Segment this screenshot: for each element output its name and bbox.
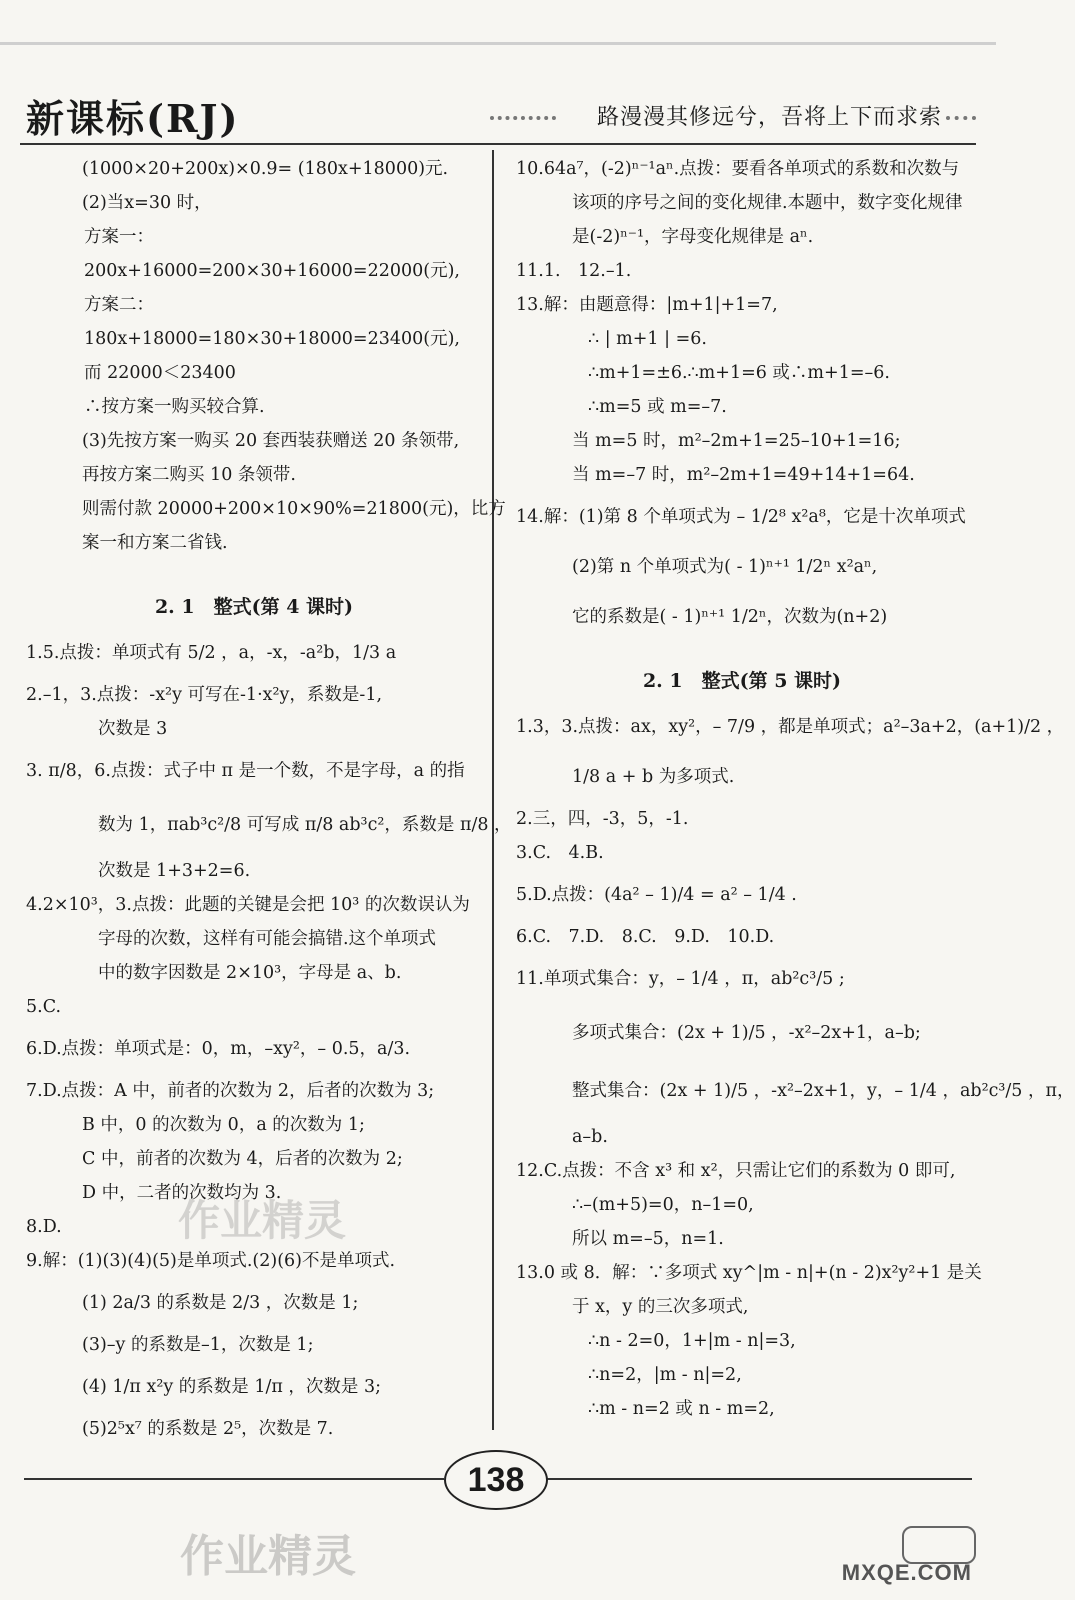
answer-line: (4) 1/π x²y 的系数是 1/π ，次数是 3; (82, 1377, 382, 1397)
answer-line: (3)–y 的系数是–1，次数是 1; (82, 1335, 314, 1355)
answer-line: D 中，二者的次数均为 3. (82, 1183, 282, 1203)
page-header (20, 88, 976, 140)
answer-line: 中的数字因数是 2×10³，字母是 a、b. (98, 963, 402, 983)
answer-line: 案一和方案二省钱. (82, 533, 228, 553)
answer-line: 3.C. 4.B. (516, 843, 604, 863)
header-dotted-tail (946, 116, 976, 120)
answer-line: B 中，0 的次数为 0，a 的次数为 1; (82, 1115, 365, 1135)
answer-line: ∴m+1=±6.∴m+1=6 或∴m+1=–6. (588, 363, 890, 383)
answer-line: 10.64a⁷，(-2)ⁿ⁻¹aⁿ.点拨：要看各单项式的系数和次数与 (516, 159, 960, 179)
answer-line: 整式集合：(2x + 1)/5 ，-x²–2x+1，y，– 1/4 ，ab²c³/5 ，π， (572, 1081, 1075, 1101)
answer-line: 5.C. (26, 997, 62, 1017)
answer-line: C 中，前者的次数为 4，后者的次数为 2; (82, 1149, 403, 1169)
answer-line: (1) 2a/3 的系数是 2/3 ，次数是 1; (82, 1293, 359, 1313)
answer-line: 5.D.点拨：(4a² – 1)/4 = a² – 1/4 . (516, 885, 797, 905)
answer-line: 当 m=–7 时，m²–2m+1=49+14+1=64. (572, 465, 915, 485)
answer-line: a–b. (572, 1127, 608, 1147)
answer-line: ∴ | m+1 | =6. (588, 329, 707, 349)
answer-line: 1.5.点拨：单项式有 5/2 ，a，-x，-a²b，1/3 a (26, 643, 397, 663)
watermark-bottom: 作业精灵 (180, 1531, 356, 1582)
answer-line: 则需付款 20000+200×10×90%=21800(元)，比方 (82, 499, 506, 519)
answer-line: 11.单项式集合：y，– 1/4 ，π，ab²c³/5 ; (516, 969, 845, 989)
header-motto: 路漫漫其修远兮，吾将上下而求索 (596, 105, 942, 130)
book-title: 新课标(RJ) (26, 96, 240, 141)
answer-line: 6.C. 7.D. 8.C. 9.D. 10.D. (516, 927, 775, 947)
answer-line: 7.D.点拨：A 中，前者的次数为 2，后者的次数为 3; (26, 1081, 435, 1101)
footer-rule-right (544, 1478, 972, 1480)
answer-line: (3)先按方案一购买 20 套西装获赠送 20 条领带, (82, 431, 460, 451)
answer-line: 9.解：(1)(3)(4)(5)是单项式.(2)(6)不是单项式. (26, 1251, 396, 1271)
answer-line: (2)当x=30 时， (82, 193, 212, 213)
top-rule (0, 42, 996, 45)
answer-line: (2)第 n 个单项式为( - 1)ⁿ⁺¹ 1/2ⁿ x²aⁿ, (572, 557, 878, 577)
header-dotted-rule (490, 116, 556, 120)
logo-icon (902, 1526, 976, 1564)
answer-line: ∴m - n=2 或 n - m=2, (588, 1399, 775, 1419)
answer-line: 11.1. 12.–1. (516, 261, 632, 281)
answer-line: ∴按方案一购买较合算. (84, 397, 265, 417)
answer-line: 方案一： (84, 227, 154, 247)
answer-line: 6.D.点拨：单项式是：0，m，–xy²，– 0.5，a/3. (26, 1039, 411, 1059)
answer-line: 12.C.点拨：不含 x³ 和 x²，只需让它们的系数为 0 即可, (516, 1161, 956, 1181)
answer-line: 于 x，y 的三次多项式, (572, 1297, 749, 1317)
column-divider (492, 150, 494, 1430)
section-title: 2. 1 整式(第 5 课时) (642, 670, 842, 692)
answer-line: 13.0 或 8．解：∵多项式 xy^|m - n|+(n - 2)x²y²+1 是关 (516, 1263, 982, 1283)
answer-line: 字母的次数，这样有可能会搞错.这个单项式 (98, 929, 437, 949)
answer-line: 2.三，四，-3，5，-1. (516, 809, 689, 829)
answer-line: 数为 1，πab³c²/8 可写成 π/8 ab³c²，系数是 π/8 ， (98, 815, 512, 835)
answer-line: 4.2×10³，3.点拨：此题的关键是会把 10³ 的次数误认为 (26, 895, 470, 915)
answer-line: 它的系数是( - 1)ⁿ⁺¹ 1/2ⁿ，次数为(n+2) (572, 607, 888, 627)
answer-line: 8.D. (26, 1217, 62, 1237)
answer-line: 再按方案二购买 10 条领带. (82, 465, 296, 485)
answer-line: 方案二： (84, 295, 154, 315)
header-rule (20, 143, 976, 145)
answer-line: ∴n=2，|m - n|=2, (588, 1365, 742, 1385)
answer-line: 180x+18000=180×30+18000=23400(元), (84, 329, 460, 349)
answer-line: (5)2⁵x⁷ 的系数是 2⁵，次数是 7. (82, 1419, 334, 1439)
answer-line: 所以 m=–5，n=1. (572, 1229, 724, 1249)
answer-line: 而 22000＜23400 (84, 363, 236, 383)
answer-line: 多项式集合：(2x + 1)/5 ，-x²–2x+1，a–b; (572, 1023, 921, 1043)
right-column (516, 152, 1075, 1426)
footer-rule-left (24, 1478, 444, 1480)
answer-line: 13.解：由题意得：|m+1|+1=7, (516, 295, 778, 315)
logo-domain: MXQE.COM (841, 1560, 972, 1585)
watermark-mid: 作业精灵 (178, 1196, 347, 1245)
answer-line: (1000×20+200x)×0.9= (180x+18000)元. (82, 159, 449, 179)
page-footer (0, 1440, 996, 1520)
answer-line: 次数是 3 (98, 719, 168, 739)
left-column (26, 152, 512, 1446)
answer-line: 200x+16000=200×30+16000=22000(元), (84, 261, 460, 281)
answer-line: 次数是 1+3+2=6. (98, 861, 251, 881)
answer-line: 是(-2)ⁿ⁻¹，字母变化规律是 aⁿ. (572, 227, 814, 247)
answer-line: ∴m=5 或 m=–7. (588, 397, 727, 417)
answer-line: 当 m=5 时，m²–2m+1=25–10+1=16; (572, 431, 901, 451)
answer-line: 该项的序号之间的变化规律.本题中，数字变化规律 (572, 193, 963, 213)
answer-line: 1/8 a + b 为多项式. (572, 767, 735, 787)
answer-line: 2.–1，3.点拨：-x²y 可写在-1·x²y，系数是-1, (26, 685, 383, 705)
answer-line: 14.解：(1)第 8 个单项式为 – 1/2⁸ x²a⁸，它是十次单项式 (516, 507, 966, 527)
answer-line: 3. π/8，6.点拨：式子中 π 是一个数，不是字母，a 的指 (26, 761, 465, 781)
answer-line: 1.3，3.点拨：ax，xy²，– 7/9 ，都是单项式；a²–3a+2，(a+1)/2 ， (516, 717, 1065, 737)
answer-line: ∴n - 2=0，1+|m - n|=3, (588, 1331, 796, 1351)
section-title: 2. 1 整式(第 4 课时) (154, 596, 354, 618)
corner-logo (806, 1526, 976, 1586)
answer-line: ∴–(m+5)=0，n–1=0, (572, 1195, 754, 1215)
page-number: 138 (444, 1450, 548, 1510)
